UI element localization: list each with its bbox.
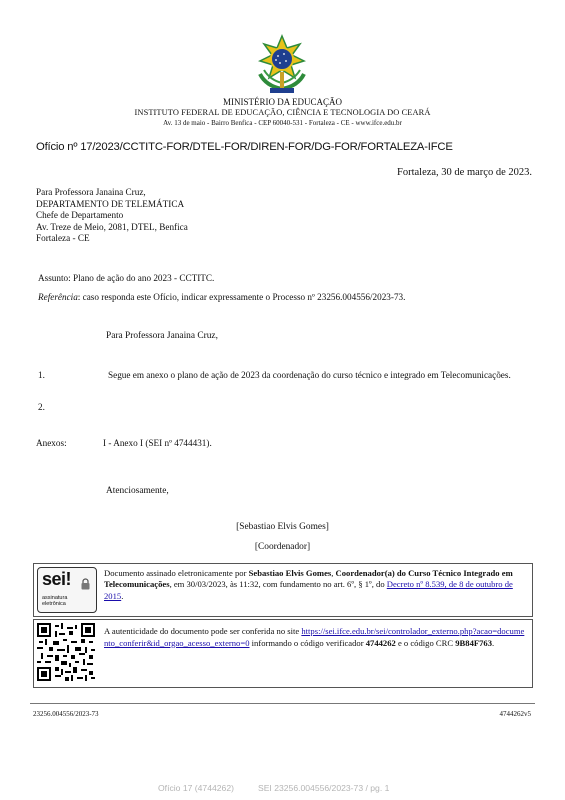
institute-heading: INSTITUTO FEDERAL DE EDUCAÇÃO, CIÊNCIA E TECNOLOGIA DO CEARÁ [134,108,431,117]
institute-address: Av. 13 de maio - Bairro Benfica - CEP 60040-531 - Fortaleza - CE - www.ifce.edu.br [163,119,402,127]
footer-process-number: 23256.004556/2023-73 [33,710,99,718]
subject-line: Assunto: Plano de ação do ano 2023 - CCTITC. [38,273,215,283]
statement-text: e o código CRC [395,637,456,648]
recipient-line: Chefe de Departamento [36,210,124,221]
verification-link[interactable]: https://sei.ifce.edu.br/sei/controlador_externo.php?acao=documento_conferir&id_orgao_acesso_externo=0 [104,626,525,648]
sei-seal-caption-line: assinatura [42,595,68,601]
statement-text: . [492,637,495,648]
signatory-role: [Coordenador] [254,542,311,552]
electronic-signature-box [33,563,533,617]
watermark-document: Ofício 17 (4744262) [158,783,234,793]
sei-seal [37,567,97,613]
reference-label: Referência [38,292,78,302]
sei-logo-text: sei! [42,569,72,589]
footer-divider [30,703,535,704]
page-watermark [158,783,389,793]
signer-role: Coordenador(a) do Curso Técnico Integrado em Telecomunicações [104,568,513,590]
paragraph-2-number: 2. [38,402,45,412]
lock-icon [80,578,91,590]
sei-seal-caption-line: eletrônica [42,601,66,607]
signature-statement [104,568,526,602]
coat-of-arms-icon [254,34,310,96]
attachments-label: Anexos: [36,438,67,448]
closing: Atenciosamente, [106,486,169,496]
recipient-line: Fortaleza - CE [36,233,90,244]
signer-name: Sebastiao Elvis Gomes [248,568,332,578]
recipient-line: Para Professora Janaina Cruz, [36,187,146,197]
qr-code-icon [37,623,95,681]
signatory-name: [Sebastiao Elvis Gomes] [236,522,329,532]
reference-text: : caso responda este Ofício, indicar expressamente o Processo nº 23256.004556/2023-73. [77,292,406,302]
recipient-block [36,187,188,245]
crc-code: 9B84F763 [455,637,493,648]
statement-text: . [121,590,124,601]
statement-text: , [331,568,336,578]
attachments-value: I - Anexo I (SEI nº 4744431). [103,438,212,448]
verification-code: 4744262 [365,637,396,648]
footer-document-version: 4744262v5 [499,710,531,718]
watermark-page: SEI 23256.004556/2023-73 / pg. 1 [257,783,390,793]
statement-text: informando o código verificador [249,637,366,648]
paragraph-1 [38,369,528,381]
decree-link[interactable]: Decreto nº 8.539, de 8 de outubro de 2015 [104,579,513,601]
authenticity-box [33,619,533,688]
paragraph-text: Segue em anexo o plano de ação de 2023 da coordenação do curso técnico e integrado em Telecomunicações. [108,370,511,380]
greeting: Para Professora Janaina Cruz, [106,331,218,341]
authenticity-statement [104,626,528,649]
statement-text: , em 30/03/2023, às 11:32, com fundamento no art. 6º, § 1º, do [169,579,387,590]
oficio-number: Ofício nº 17/2023/CCTITC-FOR/DTEL-FOR/DIREN-FOR/DG-FOR/FORTALEZA-IFCE [36,141,453,153]
recipient-line: DEPARTAMENTO DE TELEMÁTICA [36,198,185,209]
sei-seal-caption [42,595,67,607]
document-date: Fortaleza, 30 de março de 2023. [397,167,532,178]
recipient-line: Av. Treze de Meio, 2081, DTEL, Benfica [36,221,188,232]
statement-text: A autenticidade do documento pode ser conferida no site [104,626,302,636]
statement-text: Documento assinado eletronicamente por [104,568,249,578]
ministry-heading: MINISTÉRIO DA EDUCAÇÃO [223,97,342,107]
paragraph-number: 1. [38,370,45,380]
reference-line [38,292,405,302]
